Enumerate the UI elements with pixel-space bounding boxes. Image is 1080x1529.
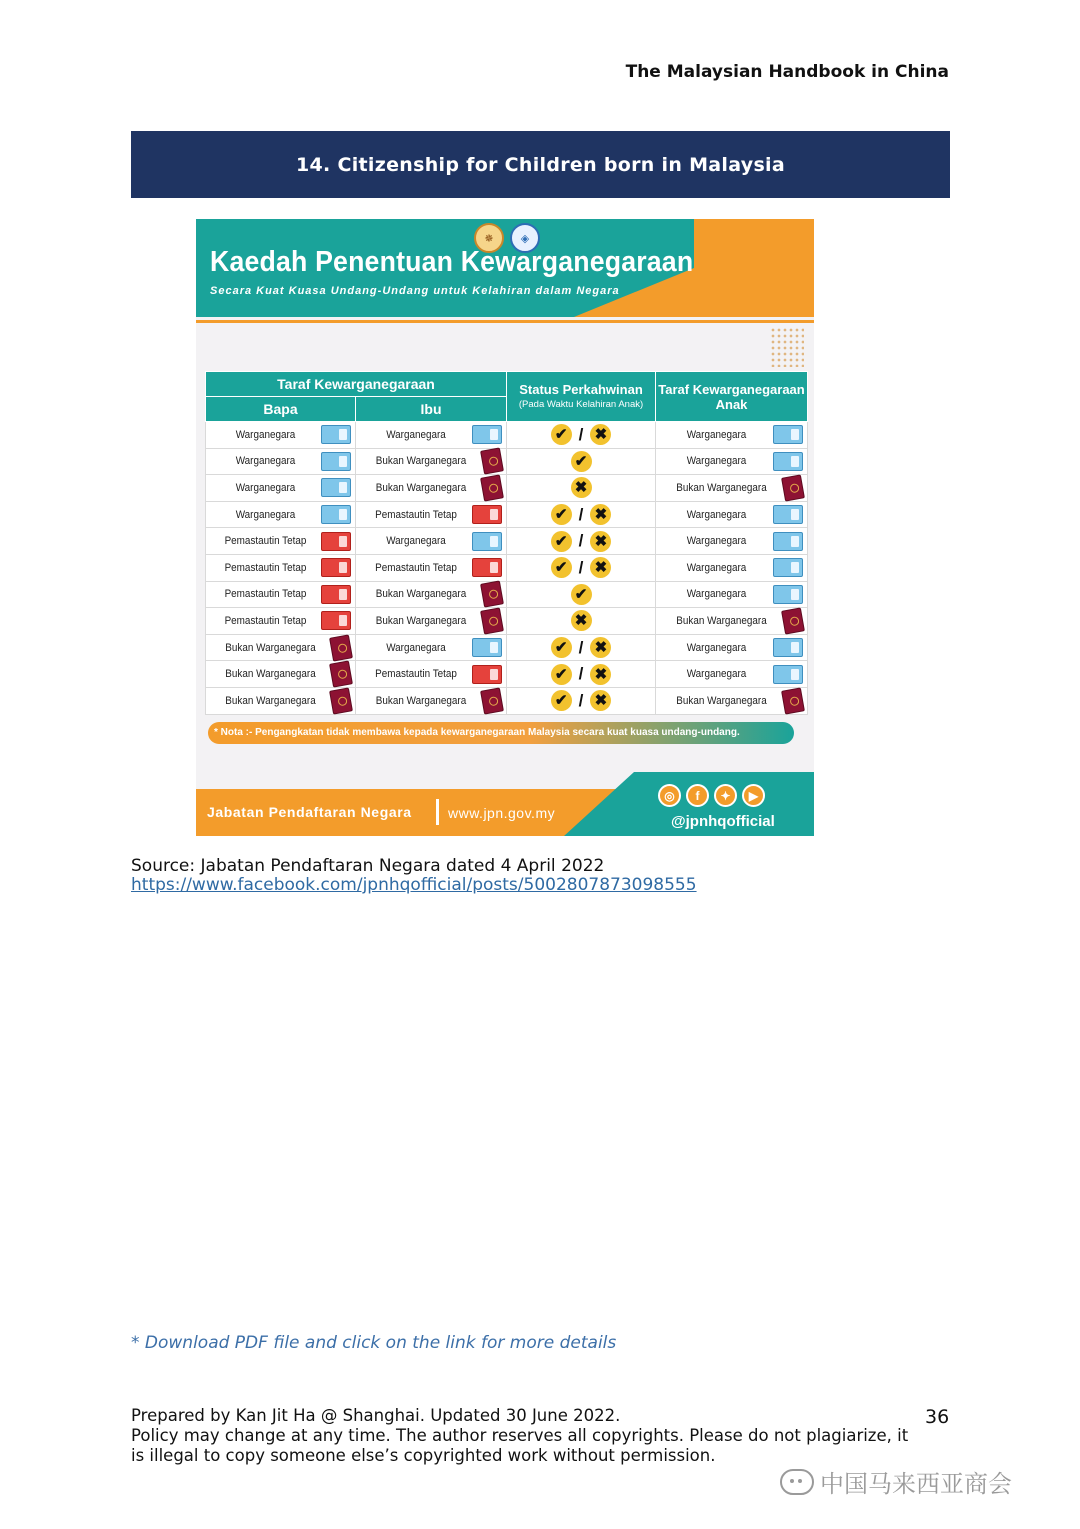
slash-separator: / [578, 504, 584, 524]
child-cell [656, 554, 808, 581]
table-row [206, 634, 808, 661]
child-content [660, 665, 803, 684]
department-name: Jabatan Pendaftaran Negara [207, 804, 412, 820]
citizenship-table [205, 371, 808, 715]
check-icon: ✔ [551, 424, 572, 445]
section-title: 14. Citizenship for Children born in Malaysia [296, 153, 785, 176]
slash-separator: / [578, 557, 584, 577]
passport-icon [480, 687, 504, 714]
father-status: Bukan Warganegara [225, 694, 316, 707]
check-icon: ✔ [551, 664, 572, 685]
mother-cell [356, 448, 507, 475]
mypr-card-icon [321, 532, 351, 551]
parent-status-group-header: Taraf Kewarganegaraan [206, 372, 507, 397]
marital-status-cell [507, 687, 656, 714]
mother-status: Bukan Warganegara [375, 455, 467, 468]
running-header: The Malaysian Handbook in China [625, 62, 949, 82]
mykad-icon [321, 505, 351, 524]
father-cell [206, 475, 356, 502]
child-status: Warganegara [686, 641, 747, 654]
header-stripe [196, 320, 814, 323]
child-status: Warganegara [686, 588, 747, 601]
marital-status-note: (Pada Waktu Kelahiran Anak) [518, 398, 644, 410]
table-row [206, 554, 808, 581]
child-status-header [656, 372, 808, 422]
child-status: Bukan Warganegara [676, 481, 767, 494]
father-status: Bukan Warganegara [225, 668, 316, 681]
mother-cell [356, 581, 507, 608]
passport-icon [781, 474, 805, 501]
mother-content [360, 505, 502, 524]
mykad-icon [773, 452, 803, 471]
check-icon: ✔ [571, 584, 592, 605]
department-website: www.jpn.gov.my [448, 805, 556, 821]
child-cell [656, 661, 808, 688]
page-footer [131, 1406, 911, 1466]
passport-icon [480, 607, 504, 634]
slash-separator: / [578, 637, 584, 657]
twitter-icon: ✦ [714, 784, 737, 807]
mother-cell [356, 528, 507, 555]
child-status: Bukan Warganegara [676, 694, 767, 707]
father-status: Warganegara [235, 508, 296, 521]
mypr-card-icon [321, 585, 351, 604]
child-content [660, 689, 803, 713]
cross-icon: ✖ [571, 477, 592, 498]
table-row [206, 422, 808, 449]
child-status: Warganegara [686, 561, 747, 574]
child-status: Warganegara [686, 535, 747, 548]
child-cell [656, 501, 808, 528]
father-cell [206, 422, 356, 449]
mykad-icon [773, 425, 803, 444]
mykad-icon [773, 558, 803, 577]
mother-status: Bukan Warganegara [375, 614, 467, 627]
child-cell [656, 608, 808, 635]
father-cell [206, 501, 356, 528]
page-number: 36 [925, 1406, 950, 1428]
mother-content [360, 532, 502, 551]
passport-icon [329, 687, 353, 714]
mother-status: Pemastautin Tetap [375, 508, 457, 521]
father-cell [206, 687, 356, 714]
mykad-icon [321, 425, 351, 444]
mykad-icon [321, 478, 351, 497]
source-text: Source: Jabatan Pendaftaran Negara dated 4 April 2022 [131, 856, 605, 876]
mykad-icon [773, 638, 803, 657]
child-status: Bukan Warganegara [676, 614, 767, 627]
marital-status-cell [507, 501, 656, 528]
father-status: Warganegara [235, 481, 296, 494]
mykad-icon [773, 585, 803, 604]
table-row [206, 475, 808, 502]
mypr-card-icon [472, 505, 502, 524]
mother-content [360, 582, 502, 606]
father-cell [206, 661, 356, 688]
mypr-card-icon [472, 665, 502, 684]
watermark-text: 中国马来西亚商会 [820, 1470, 1012, 1498]
download-note: * Download PDF file and click on the link for more details [131, 1333, 617, 1353]
mother-cell [356, 608, 507, 635]
social-icons [658, 784, 765, 807]
child-content [660, 609, 803, 633]
footer-line-policy: Policy may change at any time. The author reserves all copyrights. Please do not plagiarize, it [131, 1426, 909, 1445]
facebook-icon: f [686, 784, 709, 807]
father-status: Pemastautin Tetap [224, 561, 307, 574]
instagram-icon: ◎ [658, 784, 681, 807]
father-cell [206, 581, 356, 608]
child-status: Warganegara [686, 455, 747, 468]
jpn-logo-icon: ◈ [510, 223, 540, 253]
father-status: Pemastautin Tetap [224, 614, 307, 627]
child-status-title-line1: Taraf Kewarganegaraan [658, 381, 805, 397]
child-content [660, 532, 803, 551]
passport-icon [480, 448, 504, 475]
dot-pattern-decoration [770, 327, 804, 367]
infographic-title: Kaedah Penentuan Kewarganegaraan [210, 246, 694, 278]
mother-status: Warganegara [386, 535, 446, 548]
father-cell [206, 448, 356, 475]
child-content [660, 425, 803, 444]
infographic-header-accent-fill [694, 219, 814, 317]
footer-line-copyright: is illegal to copy someone else’s copyrighted work without permission. [131, 1446, 716, 1465]
father-status: Warganegara [235, 428, 296, 441]
check-icon: ✔ [551, 637, 572, 658]
passport-icon [781, 687, 805, 714]
cross-icon: ✖ [590, 690, 611, 711]
child-cell [656, 528, 808, 555]
father-status: Warganegara [235, 455, 296, 468]
marital-status-cell [507, 581, 656, 608]
mother-cell [356, 422, 507, 449]
footer-divider [436, 799, 439, 825]
mother-content [360, 476, 502, 500]
mykad-icon [773, 505, 803, 524]
youtube-icon: ▶ [742, 784, 765, 807]
father-content [210, 505, 351, 524]
mypr-card-icon [321, 558, 351, 577]
table-row [206, 608, 808, 635]
mypr-card-icon [472, 558, 502, 577]
footer-line-prepared: Prepared by Kan Jit Ha @ Shanghai. Updated 30 June 2022. [131, 1406, 621, 1425]
marital-status-cell [507, 448, 656, 475]
father-content [210, 558, 351, 577]
citizenship-table-body [206, 422, 808, 715]
mother-cell [356, 475, 507, 502]
child-cell [656, 475, 808, 502]
social-handle: @jpnhqofficial [671, 813, 775, 830]
cross-icon: ✖ [590, 664, 611, 685]
father-content [210, 585, 351, 604]
infographic-subtitle: Secara Kuat Kuasa Undang-Undang untuk Kelahiran dalam Negara [210, 285, 620, 297]
mother-content [360, 425, 502, 444]
mother-status: Pemastautin Tetap [375, 668, 457, 681]
mother-status: Bukan Warganegara [375, 481, 467, 494]
check-icon: ✔ [571, 451, 592, 472]
slash-separator: / [578, 531, 584, 551]
cross-icon: ✖ [590, 557, 611, 578]
father-content [210, 662, 351, 686]
mother-status: Warganegara [386, 428, 446, 441]
check-icon: ✔ [551, 557, 572, 578]
marital-status-cell [507, 608, 656, 635]
cross-icon: ✖ [590, 531, 611, 552]
father-content [210, 452, 351, 471]
marital-status-title: Status Perkahwinan [519, 381, 643, 397]
check-icon: ✔ [551, 690, 572, 711]
father-cell [206, 554, 356, 581]
section-title-bar [131, 131, 950, 198]
cross-icon: ✖ [590, 504, 611, 525]
mykad-icon [773, 532, 803, 551]
mykad-icon [321, 452, 351, 471]
marital-status-header [507, 372, 656, 422]
mypr-card-icon [321, 611, 351, 630]
marital-status-cell [507, 475, 656, 502]
father-content [210, 689, 351, 713]
father-content [210, 532, 351, 551]
watermark [780, 1464, 1012, 1499]
child-content [660, 476, 803, 500]
source-link[interactable]: https://www.facebook.com/jpnhqofficial/posts/5002807873098555 [131, 875, 697, 895]
father-cell [206, 608, 356, 635]
marital-status-cell [507, 661, 656, 688]
table-row [206, 448, 808, 475]
child-cell [656, 422, 808, 449]
passport-icon [480, 474, 504, 501]
child-content [660, 638, 803, 657]
mother-content [360, 689, 502, 713]
table-row [206, 581, 808, 608]
mother-cell [356, 687, 507, 714]
marital-status-cell [507, 422, 656, 449]
footer-social-band-edge [564, 772, 634, 836]
passport-icon [781, 607, 805, 634]
marital-status-cell [507, 554, 656, 581]
cross-icon: ✖ [590, 424, 611, 445]
wechat-icon [780, 1469, 814, 1495]
slash-separator: / [578, 690, 584, 710]
child-cell [656, 448, 808, 475]
father-status: Pemastautin Tetap [224, 535, 307, 548]
father-cell [206, 634, 356, 661]
child-cell [656, 634, 808, 661]
child-status: Warganegara [686, 508, 747, 521]
mother-content [360, 558, 502, 577]
adoption-note: * Nota :- Pengangkatan tidak membawa kepada kewarganegaraan Malaysia secara kuat kuasa undang-undang. [208, 722, 794, 744]
father-status: Pemastautin Tetap [224, 588, 307, 601]
check-icon: ✔ [551, 531, 572, 552]
mother-cell [356, 554, 507, 581]
child-status: Warganegara [686, 428, 747, 441]
slash-separator: / [578, 424, 584, 444]
child-content [660, 558, 803, 577]
mother-status: Bukan Warganegara [375, 588, 467, 601]
father-header: Bapa [206, 397, 356, 422]
marital-status-cell [507, 528, 656, 555]
slash-separator: / [578, 664, 584, 684]
table-row [206, 661, 808, 688]
passport-icon [329, 634, 353, 661]
mother-content [360, 665, 502, 684]
passport-icon [329, 661, 353, 688]
child-content [660, 505, 803, 524]
child-content [660, 452, 803, 471]
mother-cell [356, 661, 507, 688]
table-row [206, 528, 808, 555]
check-icon: ✔ [551, 504, 572, 525]
father-content [210, 478, 351, 497]
cross-icon: ✖ [590, 637, 611, 658]
mother-status: Bukan Warganegara [375, 694, 467, 707]
father-content [210, 611, 351, 630]
mother-status: Pemastautin Tetap [375, 561, 457, 574]
table-row [206, 687, 808, 714]
passport-icon [480, 581, 504, 608]
child-status-title-line2: Anak [715, 396, 748, 412]
mother-status: Warganegara [386, 641, 446, 654]
father-status: Bukan Warganegara [225, 641, 316, 654]
malaysia-crest-icon: ✵ [474, 223, 504, 253]
mother-content [360, 449, 502, 473]
mykad-icon [472, 532, 502, 551]
mother-cell [356, 634, 507, 661]
mykad-icon [472, 425, 502, 444]
father-content [210, 425, 351, 444]
mykad-icon [773, 665, 803, 684]
citizenship-infographic [196, 219, 814, 836]
mykad-icon [472, 638, 502, 657]
father-cell [206, 528, 356, 555]
mother-content [360, 609, 502, 633]
source-block [131, 857, 697, 895]
table-row [206, 501, 808, 528]
child-content [660, 585, 803, 604]
child-cell [656, 581, 808, 608]
cross-icon: ✖ [571, 610, 592, 631]
father-content [210, 636, 351, 660]
mother-cell [356, 501, 507, 528]
mother-content [360, 638, 502, 657]
mother-header: Ibu [356, 397, 507, 422]
child-status: Warganegara [686, 668, 747, 681]
child-cell [656, 687, 808, 714]
marital-status-cell [507, 634, 656, 661]
